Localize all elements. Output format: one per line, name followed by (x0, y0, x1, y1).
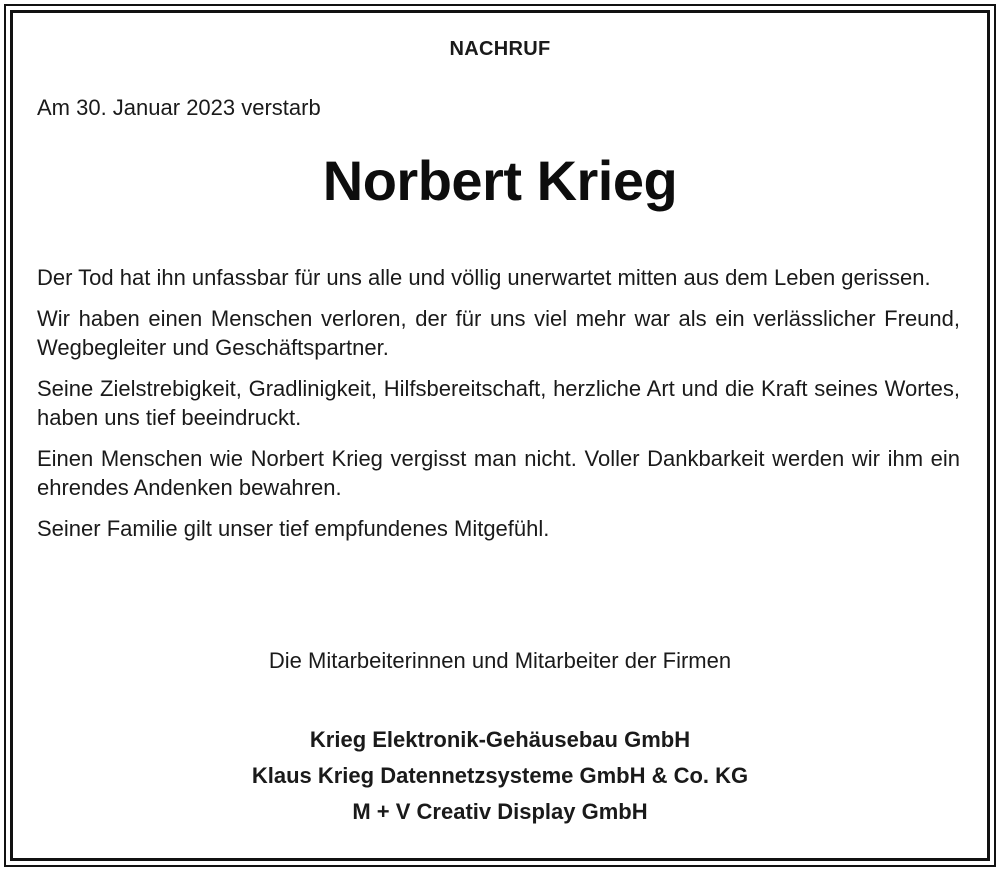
company-name: Klaus Krieg Datennetzsysteme GmbH & Co. KG (251, 763, 749, 788)
death-date-line: Am 30. Januar 2023 verstarb (37, 95, 321, 120)
notice-heading: NACHRUF (449, 38, 551, 60)
body-paragraph: Der Tod hat ihn unfassbar für uns alle und völlig unerwartet mitten aus dem Leben gerissen. (37, 265, 931, 290)
notice-body (37, 263, 960, 555)
body-paragraph: Wir haben einen Menschen verloren, der für uns viel mehr war als ein verlässlicher Freund, Wegbegleiter und Geschäftspartner. (37, 306, 960, 360)
body-paragraph: Seiner Familie gilt unser tief empfundenes Mitgefühl. (37, 516, 550, 541)
company-list (0, 722, 1000, 830)
body-paragraph: Einen Menschen wie Norbert Krieg vergisst man nicht. Voller Dankbarkeit werden wir ihm ein ehrendes Andenken bewahren. (37, 446, 960, 500)
company-name: M + V Creativ Display GmbH (352, 799, 648, 824)
body-paragraph: Seine Zielstrebigkeit, Gradlinigkeit, Hilfsbereitschaft, herzliche Art und die Kraft seines Wortes, haben uns tief beeindruckt. (37, 376, 960, 430)
deceased-name: Norbert Krieg (322, 149, 678, 212)
company-name: Krieg Elektronik-Gehäusebau GmbH (309, 727, 691, 752)
staff-signature-line: Die Mitarbeiterinnen und Mitarbeiter der Firmen (268, 648, 732, 673)
